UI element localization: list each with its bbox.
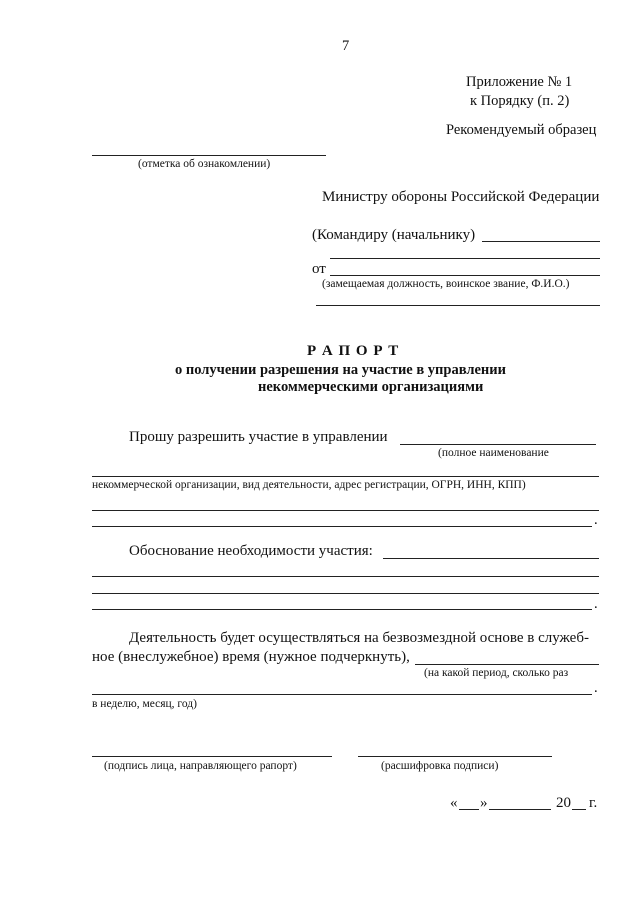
addressee-line-4	[316, 305, 600, 306]
addressee-commander: (Командиру (начальнику)	[312, 227, 476, 243]
date-year-line	[572, 809, 586, 810]
date-year-suffix: г.	[589, 795, 598, 811]
commander-line	[482, 241, 600, 242]
justification-period: .	[594, 596, 598, 612]
addressee-line-2	[330, 258, 600, 259]
date-quote-close: »	[480, 795, 488, 811]
activity-line-1: Деятельность будет осуществляться на безвозмездной основе в служеб-	[129, 630, 589, 646]
signature-decode-line	[358, 756, 552, 757]
signature-decode-caption: (расшифровка подписи)	[381, 760, 499, 772]
acknowledgement-caption: (отметка об ознакомлении)	[138, 158, 271, 170]
date-month-line	[489, 809, 551, 810]
justification-text: Обоснование необходимости участия:	[129, 543, 373, 559]
justification-line-4	[92, 609, 592, 610]
justification-line-2	[92, 576, 599, 577]
activity-line	[415, 664, 599, 665]
activity-line-2b	[92, 694, 592, 695]
date-quote-open: «	[450, 795, 458, 811]
page-number: 7	[342, 38, 350, 54]
request-caption-1: (полное наименование	[438, 447, 549, 459]
activity-caption-2: в неделю, месяц, год)	[92, 698, 197, 710]
signature-caption: (подпись лица, направляющего рапорт)	[104, 760, 297, 772]
acknowledgement-line	[92, 155, 326, 156]
justification-line	[383, 558, 599, 559]
request-line	[400, 444, 596, 445]
request-line-4	[92, 526, 592, 527]
addressee-from-line	[330, 275, 600, 276]
appendix-line2: к Порядку (п. 2)	[470, 93, 570, 109]
date-year-prefix: 20	[556, 795, 571, 811]
addressee-from-caption: (замещаемая должность, воинское звание, Ф.И.О.)	[322, 278, 570, 290]
signature-line	[92, 756, 332, 757]
request-text: Прошу разрешить участие в управлении	[129, 429, 388, 445]
report-subtitle-2: некоммерческими организациями	[258, 379, 484, 395]
request-period: .	[594, 512, 598, 528]
request-line-3	[92, 510, 599, 511]
appendix-line1: Приложение № 1	[466, 74, 573, 90]
request-line-2	[92, 476, 599, 477]
activity-line-2: ное (внеслужебное) время (нужное подчеркнуть),	[92, 649, 410, 665]
addressee-from: от	[312, 261, 326, 277]
sample-note: Рекомендуемый образец	[446, 122, 597, 138]
report-title: Р А П О Р Т	[307, 343, 400, 359]
activity-caption-1: (на какой период, сколько раз	[424, 667, 569, 679]
addressee-minister: Министру обороны Российской Федерации	[322, 189, 600, 205]
date-day-line	[459, 809, 479, 810]
report-subtitle-1: о получении разрешения на участие в управлении	[175, 362, 507, 378]
request-caption-2: некоммерческой организации, вид деятельности, адрес регистрации, ОГРН, ИНН, КПП)	[92, 479, 526, 491]
justification-line-3	[92, 593, 599, 594]
activity-period: .	[594, 680, 598, 696]
